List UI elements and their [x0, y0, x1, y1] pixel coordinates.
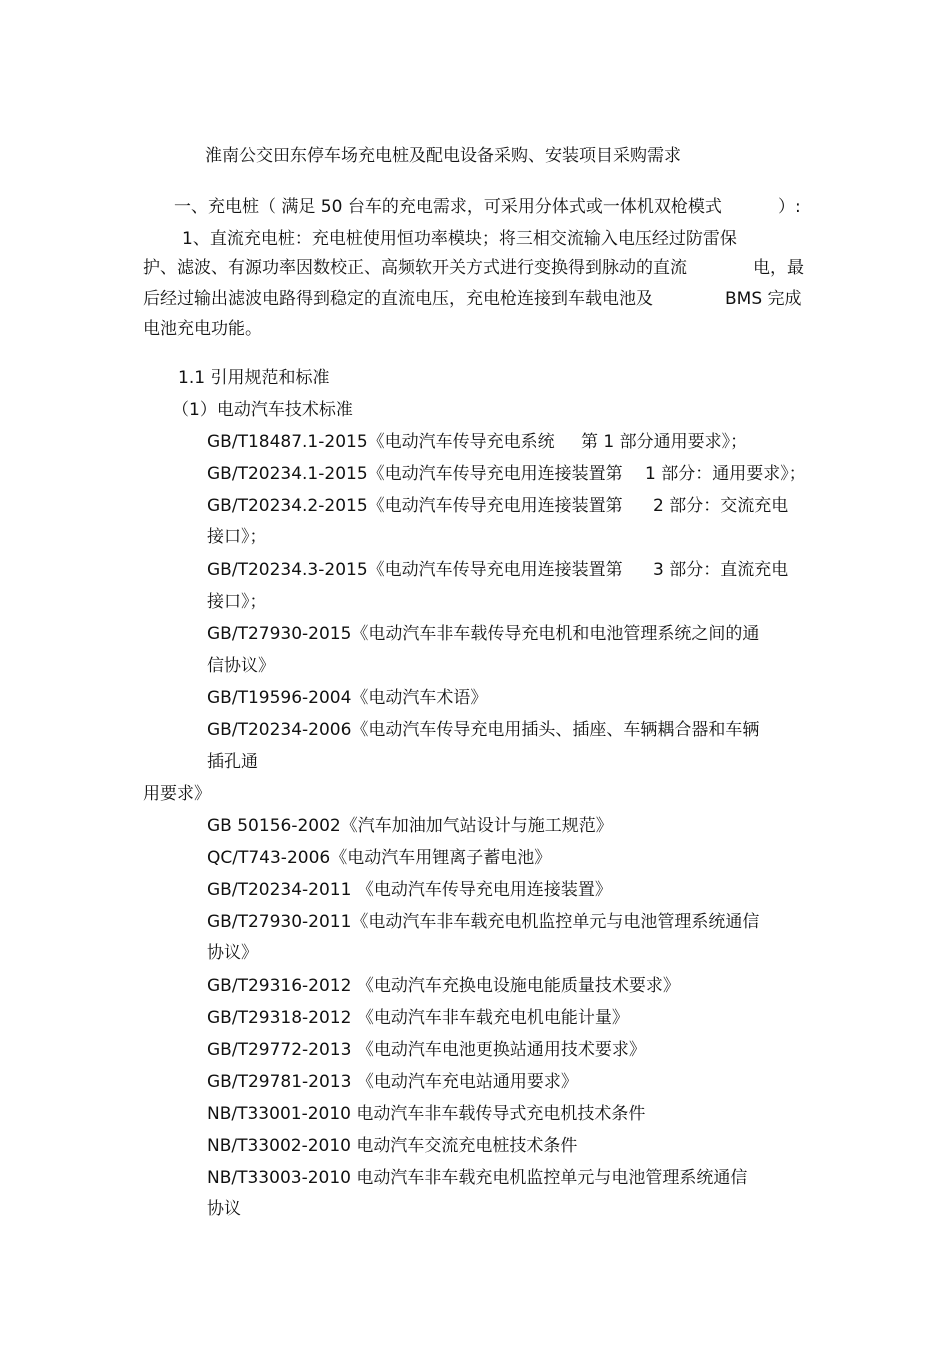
standard-text: GB/T20234.1-2015《电动汽车传导充电用连接装置第 — [207, 464, 623, 484]
standard-item: GB/T29318-2012 《电动汽车非车载充电机电能计量》 — [207, 1008, 629, 1028]
standard-text: GB/T20234.3-2015《电动汽车传导充电用连接装置第 — [207, 560, 623, 580]
standard-text: GB/T18487.1-2015《电动汽车传导充电系统 — [207, 432, 555, 452]
standard-text: 2 部分：交流充电 — [653, 496, 789, 516]
standard-item: GB/T27930-2015《电动汽车非车载传导充电机和电池管理系统之间的通 — [207, 624, 760, 644]
subsection-heading: （1）电动汽车技术标准 — [172, 400, 353, 420]
standard-item: GB/T29316-2012 《电动汽车充换电设施电能质量技术要求》 — [207, 976, 680, 996]
paragraph-text: BMS 完成 — [725, 289, 802, 309]
standard-continuation: 信协议》 — [207, 656, 275, 676]
standard-continuation: 协议》 — [207, 943, 258, 963]
standard-item: NB/T33002-2010 电动汽车交流充电桩技术条件 — [207, 1136, 578, 1156]
standard-item: GB/T20234-2011 《电动汽车传导充电用连接装置》 — [207, 880, 612, 900]
standard-text: 第 1 部分通用要求》； — [581, 432, 748, 452]
standard-item: GB/T19596-2004《电动汽车术语》 — [207, 688, 488, 708]
standard-item: GB/T20234-2006《电动汽车传导充电用插头、插座、车辆耦合器和车辆 — [207, 720, 760, 740]
paragraph-line: 电池充电功能。 — [143, 319, 262, 339]
subsection-heading: 1.1 引用规范和标准 — [178, 368, 330, 388]
standard-item: GB/T27930-2011《电动汽车非车载充电机监控单元与电池管理系统通信 — [207, 912, 760, 932]
paragraph-text: 后经过输出滤波电路得到稳定的直流电压，充电枪连接到车载电池及 — [143, 289, 653, 309]
standard-continuation: 协议 — [207, 1199, 241, 1219]
standard-continuation: 用要求》 — [143, 784, 211, 804]
paragraph-text: 电，最 — [753, 258, 804, 278]
standard-item: NB/T33001-2010 电动汽车非车载传导式充电机技术条件 — [207, 1104, 646, 1124]
document-title: 淮南公交田东停车场充电桩及配电设备采购、安装项目采购需求 — [205, 146, 681, 166]
standard-continuation: 接口》； — [207, 527, 267, 547]
standard-item: GB/T29772-2013 《电动汽车电池更换站通用技术要求》 — [207, 1040, 646, 1060]
standard-continuation: 插孔通 — [207, 752, 258, 772]
standard-item: GB 50156-2002《汽车加油加气站设计与施工规范》 — [207, 816, 613, 836]
standard-continuation: 接口》； — [207, 592, 267, 612]
paragraph-line: 1、直流充电桩：充电桩使用恒功率模块；将三相交流输入电压经过防雷保 — [182, 229, 737, 249]
section-heading-text: 一、充电桩（ 满足 50 台车的充电需求，可采用分体式或一体机双枪模式 — [174, 197, 722, 217]
standard-item: NB/T33003-2010 电动汽车非车载充电机监控单元与电池管理系统通信 — [207, 1168, 748, 1188]
standard-text: GB/T20234.2-2015《电动汽车传导充电用连接装置第 — [207, 496, 623, 516]
standard-text: 3 部分：直流充电 — [653, 560, 789, 580]
standard-text: 1 部分：通用要求》； — [645, 464, 806, 484]
paragraph-text: 护、滤波、有源功率因数校正、高频软开关方式进行变换得到脉动的直流 — [143, 258, 687, 278]
section-heading-close: ）: — [778, 197, 801, 217]
standard-item: QC/T743-2006《电动汽车用锂离子蓄电池》 — [207, 848, 552, 868]
standard-item: GB/T29781-2013 《电动汽车充电站通用要求》 — [207, 1072, 578, 1092]
